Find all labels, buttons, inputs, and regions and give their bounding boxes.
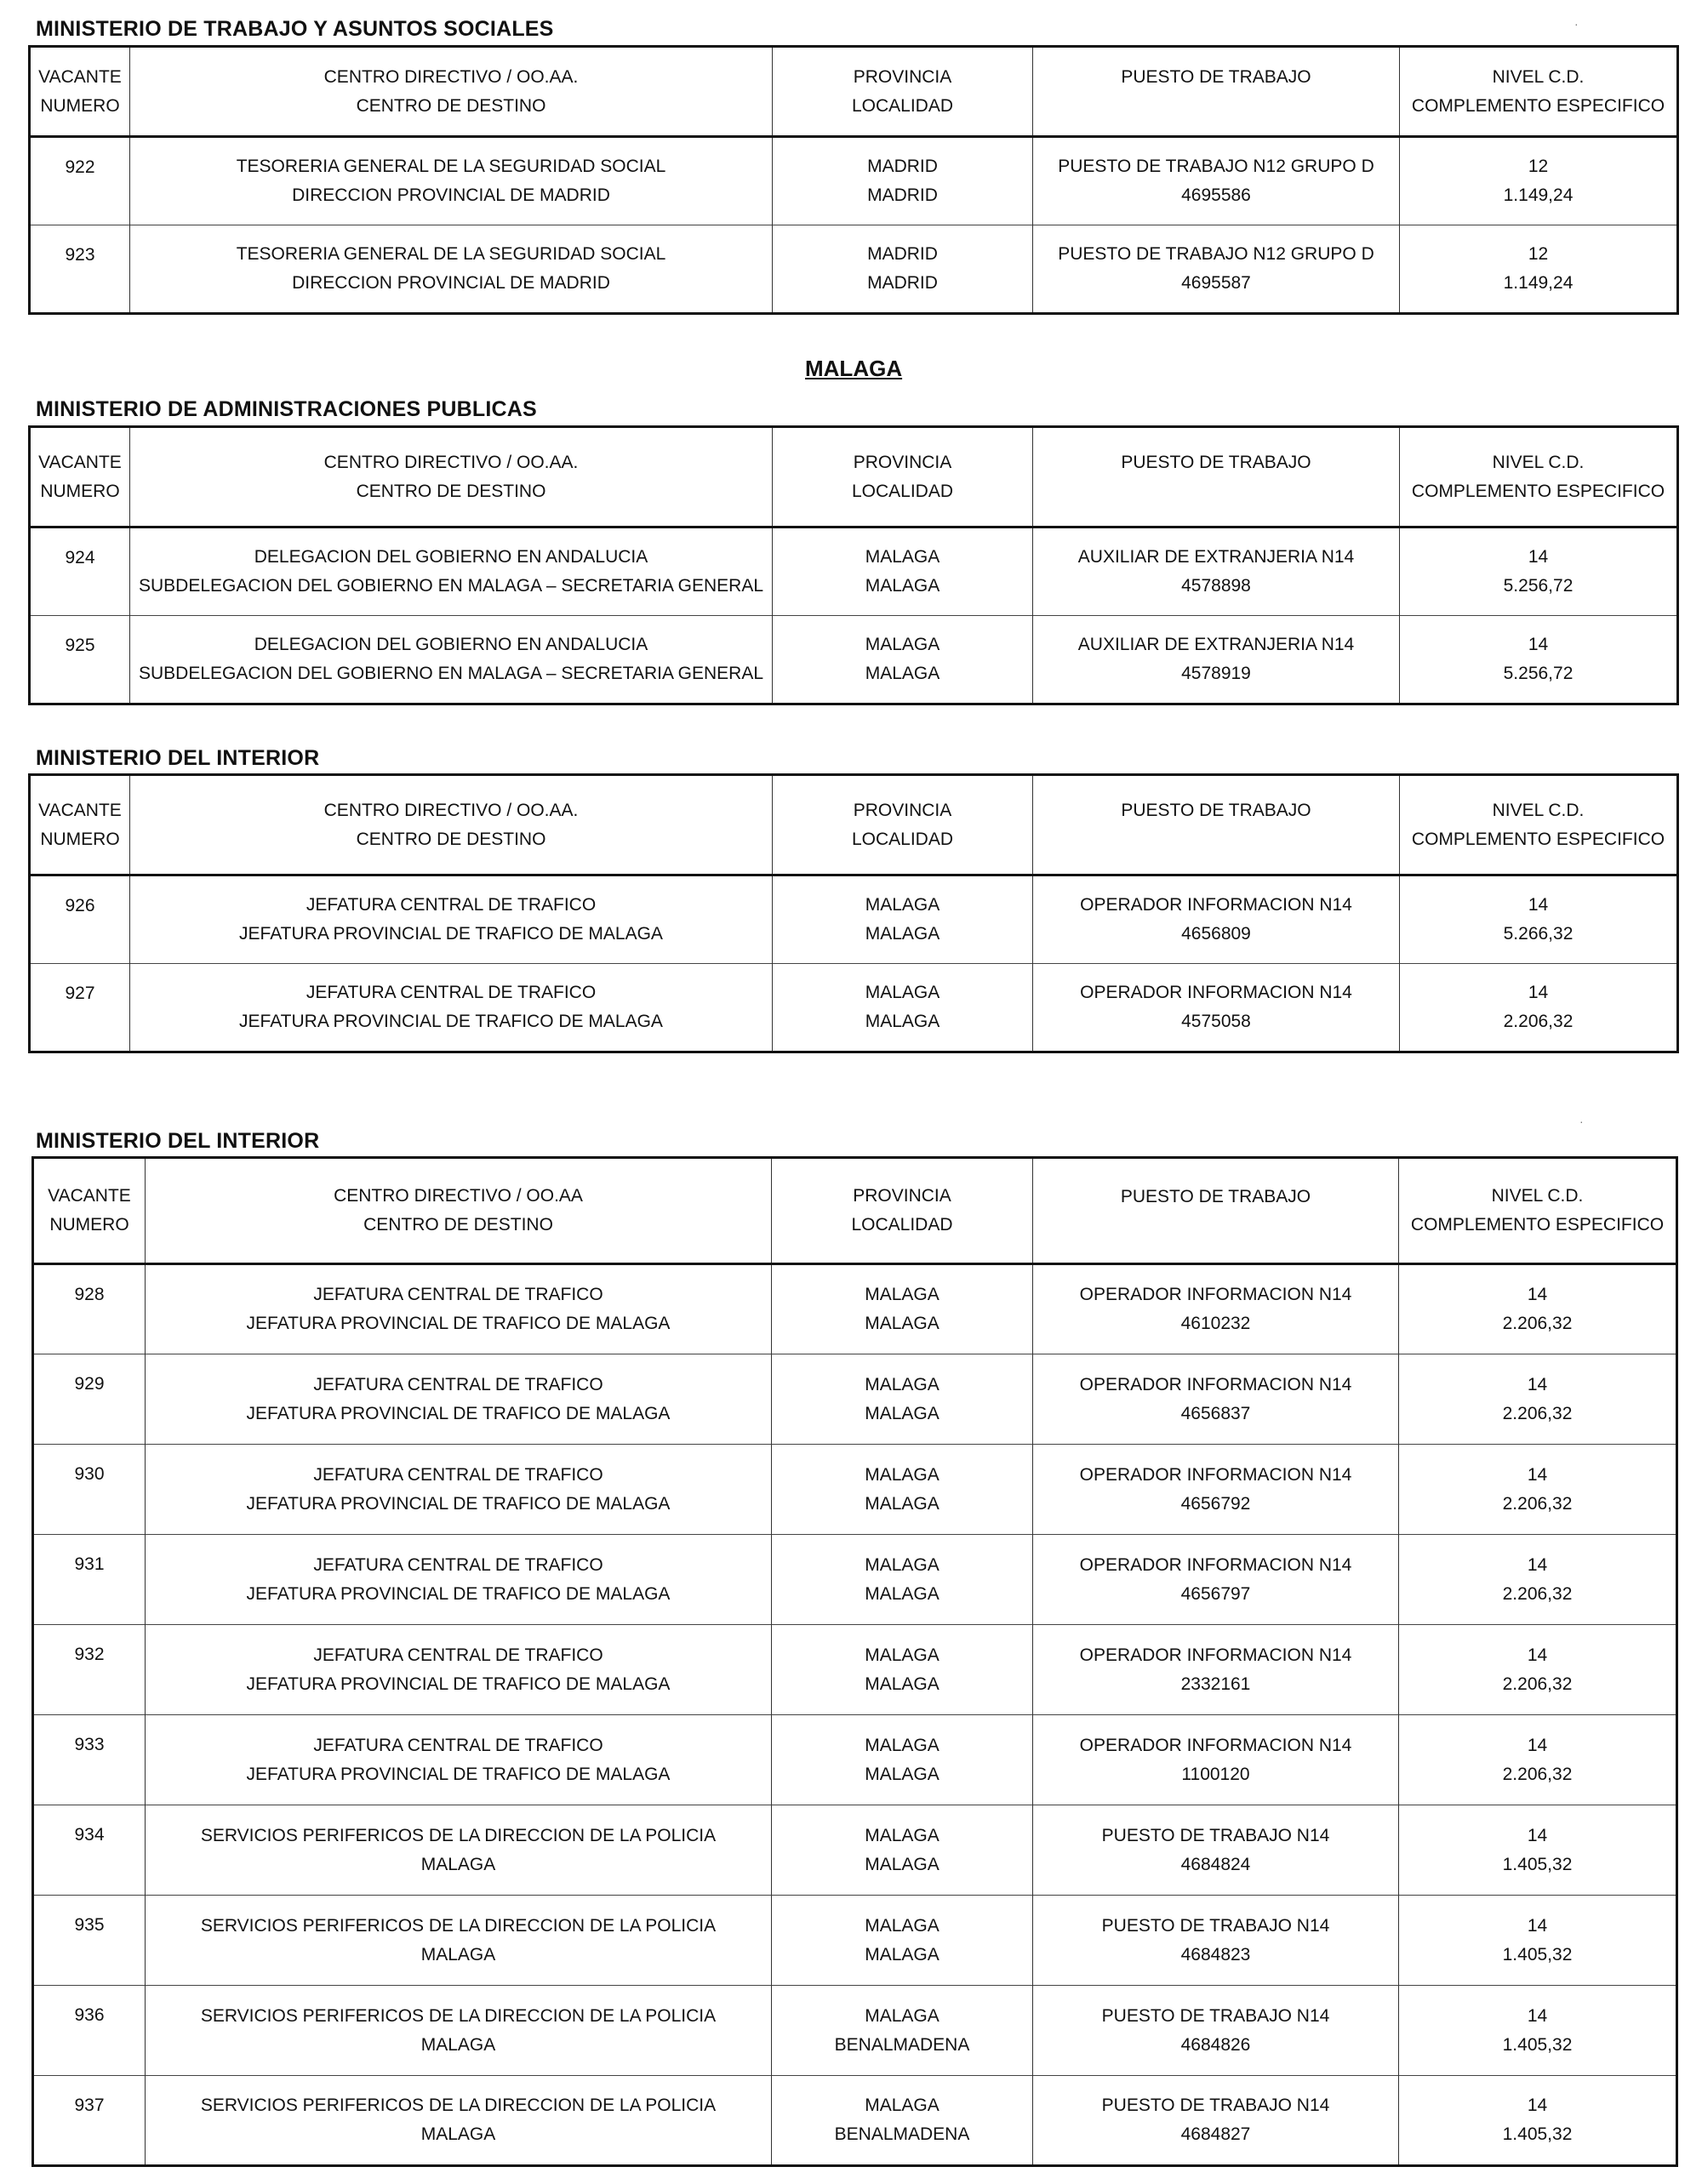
header-vacante: VACANTE NUMERO xyxy=(30,775,130,875)
provincia-cell: MALAGA MALAGA xyxy=(773,527,1033,616)
table-row xyxy=(30,875,1678,964)
provincia-cell: MALAGA MALAGA xyxy=(772,1445,1033,1535)
header-puesto: PUESTO DE TRABAJO xyxy=(1033,47,1400,137)
nivel-cell: 14 1.405,32 xyxy=(1399,1986,1677,2076)
centro-cell: JEFATURA CENTRAL DE TRAFICO JEFATURA PROVINCIAL DE TRAFICO DE MALAGA xyxy=(146,1354,772,1445)
vacancy-number-cell: 923 xyxy=(30,225,130,314)
vacancy-number-cell: 932 xyxy=(33,1625,146,1715)
vacancy-table xyxy=(28,45,1679,315)
vacancy-number-cell: 925 xyxy=(30,616,130,704)
centro-cell: JEFATURA CENTRAL DE TRAFICO JEFATURA PROVINCIAL DE TRAFICO DE MALAGA xyxy=(146,1445,772,1535)
vacancy-number-cell: 924 xyxy=(30,527,130,616)
table-header-row xyxy=(33,1158,1677,1264)
header-nivel: NIVEL C.D. COMPLEMENTO ESPECIFICO xyxy=(1400,427,1678,527)
centro-cell: JEFATURA CENTRAL DE TRAFICO JEFATURA PROVINCIAL DE TRAFICO DE MALAGA xyxy=(130,875,773,964)
provincia-cell: MALAGA MALAGA xyxy=(772,1805,1033,1896)
provincia-cell: MALAGA MALAGA xyxy=(772,1715,1033,1805)
vacancy-number-cell: 922 xyxy=(30,137,130,225)
puesto-cell: OPERADOR INFORMACION N14 4656809 xyxy=(1033,875,1400,964)
table-row xyxy=(30,964,1678,1052)
nivel-cell: 12 1.149,24 xyxy=(1400,225,1678,314)
table-row xyxy=(30,616,1678,704)
table-row xyxy=(33,1354,1677,1445)
header-provincia: PROVINCIA LOCALIDAD xyxy=(773,47,1033,137)
puesto-cell: PUESTO DE TRABAJO N14 4684823 xyxy=(1033,1896,1399,1986)
vacancy-table xyxy=(28,773,1679,1053)
table-row xyxy=(33,1805,1677,1896)
puesto-cell: PUESTO DE TRABAJO N14 4684826 xyxy=(1033,1986,1399,2076)
table-row xyxy=(33,1896,1677,1986)
vacancy-table xyxy=(28,425,1679,705)
vacancy-number-cell: 928 xyxy=(33,1264,146,1354)
vacancy-number-cell: 931 xyxy=(33,1535,146,1625)
vacancy-number-cell: 933 xyxy=(33,1715,146,1805)
puesto-cell: PUESTO DE TRABAJO N12 GRUPO D 4695586 xyxy=(1033,137,1400,225)
puesto-cell: OPERADOR INFORMACION N14 4610232 xyxy=(1033,1264,1399,1354)
puesto-cell: AUXILIAR DE EXTRANJERIA N14 4578898 xyxy=(1033,527,1400,616)
header-vacante: VACANTE NUMERO xyxy=(30,47,130,137)
nivel-cell: 14 2.206,32 xyxy=(1399,1625,1677,1715)
provincia-cell: MALAGA BENALMADENA xyxy=(772,2076,1033,2166)
table-row xyxy=(30,527,1678,616)
table-row xyxy=(33,1445,1677,1535)
nivel-cell: 14 5.266,32 xyxy=(1400,875,1678,964)
nivel-cell: 14 2.206,32 xyxy=(1399,1445,1677,1535)
puesto-cell: OPERADOR INFORMACION N14 4656797 xyxy=(1033,1535,1399,1625)
header-provincia: PROVINCIA LOCALIDAD xyxy=(773,775,1033,875)
table-header-row xyxy=(30,47,1678,137)
header-vacante: VACANTE NUMERO xyxy=(30,427,130,527)
table-row xyxy=(33,1625,1677,1715)
centro-cell: JEFATURA CENTRAL DE TRAFICO JEFATURA PROVINCIAL DE TRAFICO DE MALAGA xyxy=(146,1264,772,1354)
centro-cell: SERVICIOS PERIFERICOS DE LA DIRECCION DE LA POLICIA MALAGA xyxy=(146,1896,772,1986)
vacancy-number-cell: 934 xyxy=(33,1805,146,1896)
centro-cell: JEFATURA CENTRAL DE TRAFICO JEFATURA PROVINCIAL DE TRAFICO DE MALAGA xyxy=(146,1715,772,1805)
province-heading: MALAGA xyxy=(805,356,903,381)
header-nivel: NIVEL C.D. COMPLEMENTO ESPECIFICO xyxy=(1400,775,1678,875)
header-puesto: PUESTO DE TRABAJO xyxy=(1033,427,1400,527)
nivel-cell: 14 5.256,72 xyxy=(1400,616,1678,704)
centro-cell: TESORERIA GENERAL DE LA SEGURIDAD SOCIAL DIRECCION PROVINCIAL DE MADRID xyxy=(130,225,773,314)
header-puesto: PUESTO DE TRABAJO xyxy=(1033,775,1400,875)
puesto-cell: AUXILIAR DE EXTRANJERIA N14 4578919 xyxy=(1033,616,1400,704)
centro-cell: TESORERIA GENERAL DE LA SEGURIDAD SOCIAL DIRECCION PROVINCIAL DE MADRID xyxy=(130,137,773,225)
section-title: MINISTERIO DE ADMINISTRACIONES PUBLICAS xyxy=(36,397,537,421)
table-row xyxy=(33,1715,1677,1805)
puesto-cell: OPERADOR INFORMACION N14 4575058 xyxy=(1033,964,1400,1052)
nivel-cell: 14 2.206,32 xyxy=(1399,1535,1677,1625)
nivel-cell: 14 1.405,32 xyxy=(1399,1805,1677,1896)
table-header-row xyxy=(30,427,1678,527)
vacancy-number-cell: 937 xyxy=(33,2076,146,2166)
centro-cell: SERVICIOS PERIFERICOS DE LA DIRECCION DE LA POLICIA MALAGA xyxy=(146,1805,772,1896)
centro-cell: JEFATURA CENTRAL DE TRAFICO JEFATURA PROVINCIAL DE TRAFICO DE MALAGA xyxy=(146,1625,772,1715)
provincia-cell: MALAGA MALAGA xyxy=(772,1896,1033,1986)
header-provincia: PROVINCIA LOCALIDAD xyxy=(772,1158,1033,1264)
table-row xyxy=(33,1264,1677,1354)
centro-cell: JEFATURA CENTRAL DE TRAFICO JEFATURA PROVINCIAL DE TRAFICO DE MALAGA xyxy=(146,1535,772,1625)
puesto-cell: PUESTO DE TRABAJO N12 GRUPO D 4695587 xyxy=(1033,225,1400,314)
scan-mark: · xyxy=(1579,1115,1584,1128)
header-centro: CENTRO DIRECTIVO / OO.AA. CENTRO DE DESTINO xyxy=(130,427,773,527)
nivel-cell: 12 1.149,24 xyxy=(1400,137,1678,225)
nivel-cell: 14 1.405,32 xyxy=(1399,2076,1677,2166)
vacancy-number-cell: 935 xyxy=(33,1896,146,1986)
table-row xyxy=(33,1986,1677,2076)
centro-cell: JEFATURA CENTRAL DE TRAFICO JEFATURA PROVINCIAL DE TRAFICO DE MALAGA xyxy=(130,964,773,1052)
scan-mark: · xyxy=(1574,17,1579,31)
provincia-cell: MALAGA MALAGA xyxy=(773,875,1033,964)
header-centro: CENTRO DIRECTIVO / OO.AA CENTRO DE DESTINO xyxy=(146,1158,772,1264)
section-title: MINISTERIO DEL INTERIOR xyxy=(36,1129,320,1153)
table-row xyxy=(30,225,1678,314)
provincia-cell: MALAGA MALAGA xyxy=(772,1535,1033,1625)
table-row xyxy=(30,137,1678,225)
header-provincia: PROVINCIA LOCALIDAD xyxy=(773,427,1033,527)
puesto-cell: OPERADOR INFORMACION N14 4656837 xyxy=(1033,1354,1399,1445)
centro-cell: DELEGACION DEL GOBIERNO EN ANDALUCIA SUBDELEGACION DEL GOBIERNO EN MALAGA – SECRETARIA GENERAL xyxy=(130,527,773,616)
table-row xyxy=(33,1535,1677,1625)
header-puesto: PUESTO DE TRABAJO xyxy=(1033,1158,1399,1264)
provincia-cell: MALAGA MALAGA xyxy=(773,964,1033,1052)
provincia-cell: MADRID MADRID xyxy=(773,137,1033,225)
puesto-cell: OPERADOR INFORMACION N14 4656792 xyxy=(1033,1445,1399,1535)
vacancy-table xyxy=(31,1156,1678,2167)
nivel-cell: 14 2.206,32 xyxy=(1399,1354,1677,1445)
centro-cell: DELEGACION DEL GOBIERNO EN ANDALUCIA SUBDELEGACION DEL GOBIERNO EN MALAGA – SECRETARIA GENERAL xyxy=(130,616,773,704)
vacancy-number-cell: 929 xyxy=(33,1354,146,1445)
puesto-cell: PUESTO DE TRABAJO N14 4684827 xyxy=(1033,2076,1399,2166)
provincia-cell: MALAGA MALAGA xyxy=(773,616,1033,704)
puesto-cell: OPERADOR INFORMACION N14 1100120 xyxy=(1033,1715,1399,1805)
vacancy-number-cell: 927 xyxy=(30,964,130,1052)
vacancy-number-cell: 936 xyxy=(33,1986,146,2076)
provincia-cell: MALAGA MALAGA xyxy=(772,1354,1033,1445)
table-header-row xyxy=(30,775,1678,875)
nivel-cell: 14 2.206,32 xyxy=(1399,1715,1677,1805)
centro-cell: SERVICIOS PERIFERICOS DE LA DIRECCION DE LA POLICIA MALAGA xyxy=(146,2076,772,2166)
header-centro: CENTRO DIRECTIVO / OO.AA. CENTRO DE DESTINO xyxy=(130,47,773,137)
section-title: MINISTERIO DE TRABAJO Y ASUNTOS SOCIALES xyxy=(36,17,554,41)
provincia-cell: MALAGA MALAGA xyxy=(772,1625,1033,1715)
centro-cell: SERVICIOS PERIFERICOS DE LA DIRECCION DE LA POLICIA MALAGA xyxy=(146,1986,772,2076)
section-title: MINISTERIO DEL INTERIOR xyxy=(36,746,320,770)
provincia-cell: MALAGA MALAGA xyxy=(772,1264,1033,1354)
nivel-cell: 14 2.206,32 xyxy=(1399,1264,1677,1354)
puesto-cell: OPERADOR INFORMACION N14 2332161 xyxy=(1033,1625,1399,1715)
header-nivel: NIVEL C.D. COMPLEMENTO ESPECIFICO xyxy=(1399,1158,1677,1264)
provincia-cell: MALAGA BENALMADENA xyxy=(772,1986,1033,2076)
header-centro: CENTRO DIRECTIVO / OO.AA. CENTRO DE DESTINO xyxy=(130,775,773,875)
table-row xyxy=(33,2076,1677,2166)
provincia-cell: MADRID MADRID xyxy=(773,225,1033,314)
nivel-cell: 14 1.405,32 xyxy=(1399,1896,1677,1986)
puesto-cell: PUESTO DE TRABAJO N14 4684824 xyxy=(1033,1805,1399,1896)
nivel-cell: 14 2.206,32 xyxy=(1400,964,1678,1052)
header-nivel: NIVEL C.D. COMPLEMENTO ESPECIFICO xyxy=(1400,47,1678,137)
nivel-cell: 14 5.256,72 xyxy=(1400,527,1678,616)
vacancy-number-cell: 930 xyxy=(33,1445,146,1535)
vacancy-number-cell: 926 xyxy=(30,875,130,964)
header-vacante: VACANTE NUMERO xyxy=(33,1158,146,1264)
